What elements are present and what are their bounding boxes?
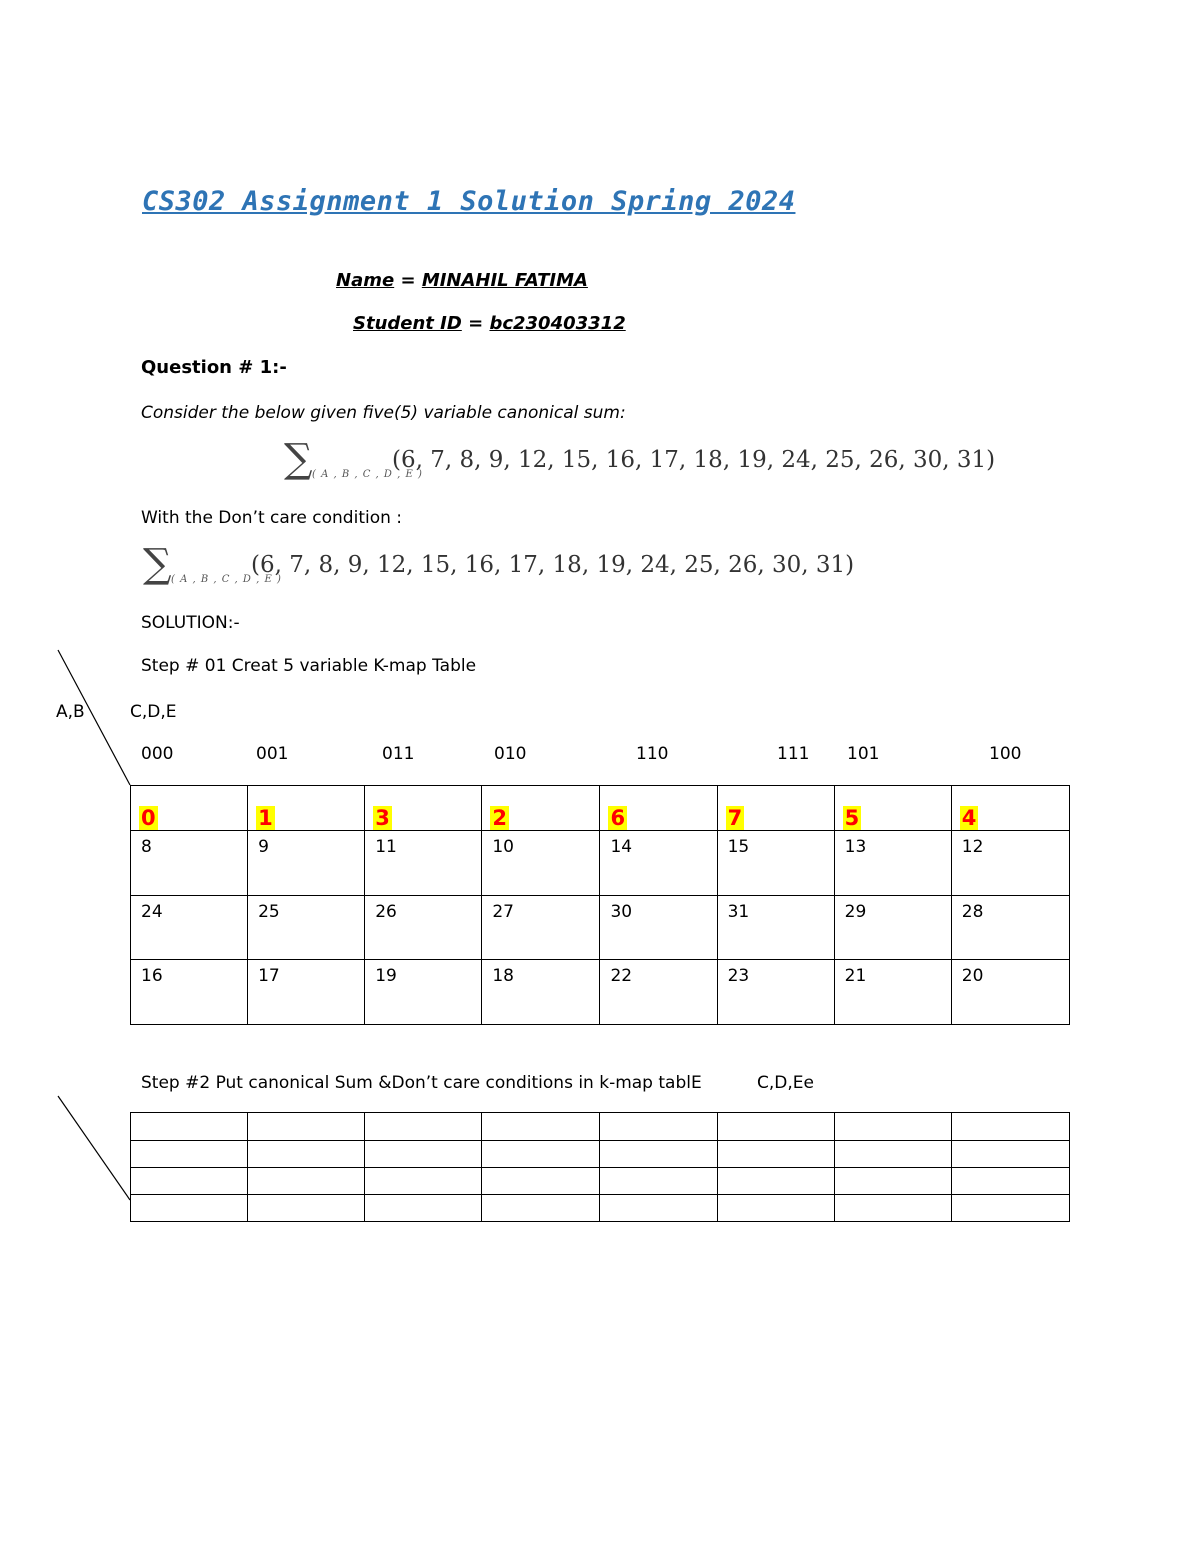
question-text: Consider the below given five(5) variable canonical sum: [141, 403, 626, 423]
sum-symbol: ∑ [284, 436, 313, 482]
kmap-cell: 21 [834, 960, 951, 1025]
kmap-cell: 22 [600, 960, 717, 1025]
kmap-cell: 24 [131, 896, 248, 960]
document-title: CS302 Assignment 1 Solution Spring 2024 [142, 186, 796, 217]
dont-care-heading: With the Don’t care condition : [141, 508, 403, 528]
empty-cell [717, 1141, 834, 1168]
kmap-cell: 17 [248, 960, 365, 1025]
empty-cell [131, 1168, 248, 1195]
empty-cell [131, 1195, 248, 1222]
name-value: MINAHIL FATIMA [421, 270, 588, 291]
minterm-highlight: 7 [727, 806, 743, 830]
empty-cell [834, 1141, 951, 1168]
kmap-cell [717, 786, 834, 831]
dont-care-sum-symbol: ∑ [143, 541, 172, 587]
empty-cell [951, 1168, 1069, 1195]
empty-cell [717, 1195, 834, 1222]
col-header-000: 000 [141, 744, 174, 764]
empty-kmap-row [131, 1168, 1070, 1195]
step2-label: Step #2 Put canonical Sum &Don’t care conditions in k-map tablE [141, 1073, 702, 1093]
kmap-cell: 15 [717, 831, 834, 896]
empty-cell [600, 1168, 717, 1195]
col-header-111: 111 [777, 744, 810, 764]
col-header-110: 110 [636, 744, 669, 764]
kmap-cell: 28 [951, 896, 1069, 960]
kmap-cell [600, 786, 717, 831]
kmap2-diagonal [58, 1096, 130, 1200]
kmap-cell [482, 786, 600, 831]
kmap-cell: 20 [951, 960, 1069, 1025]
col-header-011: 011 [382, 744, 415, 764]
question-heading: Question # 1:- [141, 357, 287, 378]
column-variable-label: C,D,E [130, 702, 177, 722]
name-separator: = [394, 270, 422, 291]
kmap-cell: 8 [131, 831, 248, 896]
row-variable-label: A,B [56, 702, 85, 722]
dont-care-terms: (6, 7, 8, 9, 12, 15, 16, 17, 18, 19, 24, 25, 26, 30, 31) [251, 552, 855, 578]
sum-subscript: ( A , B , C , D , E ) [312, 469, 423, 480]
kmap-cell: 25 [248, 896, 365, 960]
student-id-value: bc230403312 [489, 313, 626, 334]
kmap-row [131, 960, 1070, 1025]
kmap-cell: 13 [834, 831, 951, 896]
empty-cell [834, 1113, 951, 1141]
empty-cell [131, 1141, 248, 1168]
student-id-label: Student ID [353, 313, 462, 334]
empty-cell [717, 1113, 834, 1141]
kmap-top-row [131, 786, 1070, 831]
kmap-cell: 11 [365, 831, 482, 896]
minterm-highlight: 0 [141, 806, 156, 830]
kmap-cell: 29 [834, 896, 951, 960]
empty-cell [248, 1195, 365, 1222]
empty-cell [365, 1195, 482, 1222]
empty-cell [365, 1113, 482, 1141]
empty-cell [482, 1113, 600, 1141]
col-header-100: 100 [989, 744, 1022, 764]
kmap-cell [951, 786, 1069, 831]
step1-label: Step # 01 Creat 5 variable K-map Table [141, 656, 477, 676]
kmap-cell: 23 [717, 960, 834, 1025]
col-header-001: 001 [256, 744, 289, 764]
kmap-cell: 9 [248, 831, 365, 896]
kmap-row [131, 831, 1070, 896]
canonical-sum-terms: (6, 7, 8, 9, 12, 15, 16, 17, 18, 19, 24, 25, 26, 30, 31) [392, 447, 996, 473]
kmap-cell [248, 786, 365, 831]
step2-column-variable-label: C,D,Ee [757, 1073, 814, 1093]
empty-cell [248, 1141, 365, 1168]
kmap-cell: 30 [600, 896, 717, 960]
name-label: Name [336, 270, 395, 291]
empty-cell [600, 1113, 717, 1141]
empty-cell [717, 1168, 834, 1195]
empty-kmap-row [131, 1195, 1070, 1222]
kmap-cell [834, 786, 951, 831]
dont-care-sum-subscript: ( A , B , C , D , E ) [171, 574, 282, 585]
empty-cell [600, 1141, 717, 1168]
empty-cell [248, 1168, 365, 1195]
kmap-row [131, 896, 1070, 960]
kmap-cell: 14 [600, 831, 717, 896]
empty-cell [951, 1195, 1069, 1222]
minterm-highlight: 6 [610, 806, 626, 830]
empty-cell [248, 1113, 365, 1141]
kmap-cell [365, 786, 482, 831]
empty-cell [951, 1141, 1069, 1168]
empty-cell [482, 1168, 600, 1195]
empty-cell [131, 1113, 248, 1141]
empty-cell [365, 1141, 482, 1168]
empty-cell [834, 1168, 951, 1195]
kmap-table [130, 785, 1070, 1025]
empty-cell [365, 1168, 482, 1195]
minterm-highlight: 4 [961, 806, 977, 830]
col-header-010: 010 [494, 744, 527, 764]
minterm-highlight: 5 [844, 806, 860, 830]
empty-kmap-row [131, 1113, 1070, 1141]
empty-cell [951, 1113, 1069, 1141]
kmap-cell: 10 [482, 831, 600, 896]
student-id-separator: = [461, 313, 490, 334]
kmap-cell: 27 [482, 896, 600, 960]
empty-cell [482, 1195, 600, 1222]
minterm-highlight: 1 [258, 806, 273, 830]
kmap-cell: 19 [365, 960, 482, 1025]
kmap-cell: 12 [951, 831, 1069, 896]
solution-label: SOLUTION:- [141, 613, 240, 633]
col-header-101: 101 [847, 744, 880, 764]
empty-cell [834, 1195, 951, 1222]
kmap-cell [131, 786, 248, 831]
kmap-cell: 31 [717, 896, 834, 960]
kmap-cell: 26 [365, 896, 482, 960]
kmap-cell: 16 [131, 960, 248, 1025]
empty-cell [482, 1141, 600, 1168]
minterm-highlight: 2 [492, 806, 507, 830]
empty-cell [600, 1195, 717, 1222]
kmap-table-empty [130, 1112, 1070, 1222]
minterm-highlight: 3 [375, 806, 390, 830]
kmap-cell: 18 [482, 960, 600, 1025]
empty-kmap-row [131, 1141, 1070, 1168]
